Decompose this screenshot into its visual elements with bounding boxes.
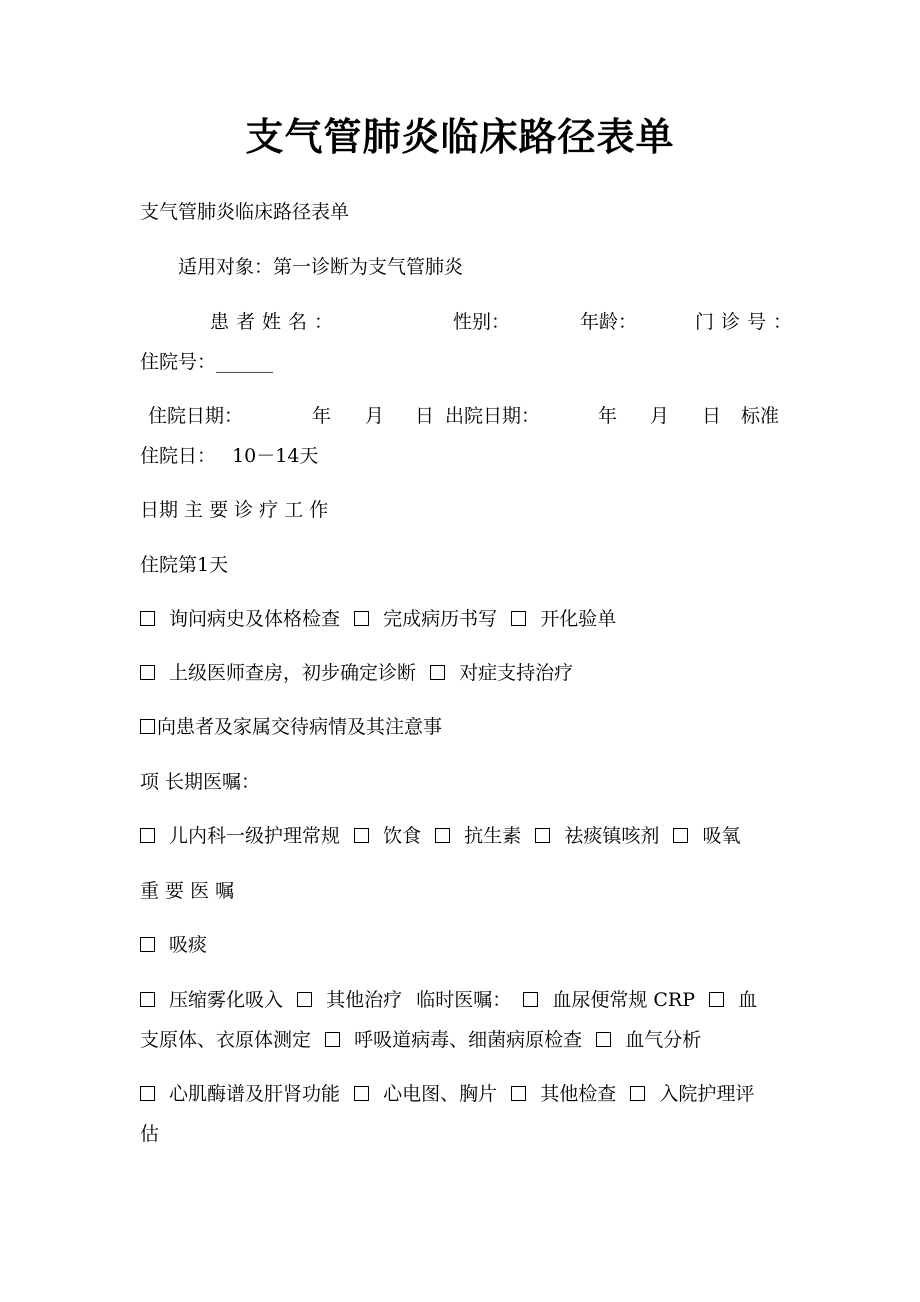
day1-label: 住院第1天	[140, 554, 229, 576]
checkbox-icon[interactable]	[535, 828, 550, 843]
stay-label: 住院日：	[140, 445, 217, 467]
suction-line	[140, 925, 790, 965]
patient-name-label: 患者姓名：	[210, 311, 341, 333]
work-items-line-1	[140, 599, 790, 639]
order-other-treatment: 其他治疗	[326, 989, 403, 1011]
checkbox-icon[interactable]	[140, 828, 155, 843]
checkbox-icon[interactable]	[430, 665, 445, 680]
patient-age-label: 年龄：	[580, 311, 638, 333]
work-item-record: 完成病历书写	[383, 608, 498, 630]
suction-item: 吸痰	[169, 934, 208, 956]
checkbox-icon[interactable]	[325, 1032, 340, 1047]
order-blood-gas: 血气分析	[625, 1029, 702, 1051]
long-order-nursing: 儿内科一级护理常规	[169, 825, 341, 847]
order-blood-start: 血	[738, 989, 758, 1011]
order-enzymes: 心肌酶谱及肝肾功能	[169, 1083, 341, 1105]
long-order-diet: 饮食	[383, 825, 422, 847]
mixed-orders-line-1b	[140, 1020, 790, 1060]
work-item-history: 询问病史及体格检查	[169, 608, 341, 630]
work-items-line-2	[140, 653, 790, 693]
admit-month: 月	[365, 405, 385, 427]
checkbox-icon[interactable]	[140, 611, 155, 626]
mixed-orders-line-2b	[140, 1114, 790, 1154]
admit-date-label: 住院日期：	[148, 405, 244, 427]
mixed-orders-line-1	[140, 980, 790, 1020]
document-subtitle: 支气管肺炎临床路径表单	[140, 201, 350, 223]
discharge-month: 月	[650, 405, 670, 427]
checkbox-icon[interactable]	[140, 665, 155, 680]
standard-label: 标准	[741, 405, 780, 427]
order-pathogen: 呼吸道病毒、细菌病原检查	[354, 1029, 583, 1051]
checkbox-icon[interactable]	[523, 992, 538, 1007]
discharge-day: 日	[702, 405, 722, 427]
checkbox-icon[interactable]	[140, 719, 155, 734]
checkbox-icon[interactable]	[140, 937, 155, 952]
discharge-date-label: 出院日期：	[445, 405, 541, 427]
order-nursing-assess-cont: 估	[140, 1123, 160, 1145]
long-order-expectorant: 祛痰镇咳剂	[564, 825, 660, 847]
checkbox-icon[interactable]	[435, 828, 450, 843]
order-routine-crp: 血尿便常规 CRP	[552, 989, 695, 1011]
orders-header: 项 长期医嘱：	[140, 771, 261, 793]
patient-sex-label: 性别：	[453, 311, 511, 333]
checkbox-icon[interactable]	[297, 992, 312, 1007]
work-items-line-3	[140, 707, 790, 747]
stay-value: 10－14天	[232, 445, 319, 467]
inpatient-number-blank: ______	[216, 351, 274, 373]
long-order-oxygen: 吸氧	[702, 825, 741, 847]
stay-line	[140, 436, 790, 476]
order-mycoplasma: 支原体、衣原体测定	[140, 1029, 312, 1051]
checkbox-icon[interactable]	[354, 1086, 369, 1101]
admit-year: 年	[312, 405, 332, 427]
long-orders-line	[140, 816, 790, 856]
work-item-lab: 开化验单	[540, 608, 617, 630]
mixed-orders-line-2	[140, 1074, 790, 1114]
checkbox-icon[interactable]	[511, 1086, 526, 1101]
order-nursing-assess-start: 入院护理评	[659, 1083, 755, 1105]
work-item-inform: 向患者及家属交待病情及其注意事	[157, 716, 443, 738]
checkbox-icon[interactable]	[511, 611, 526, 626]
order-ecg-xray: 心电图、胸片	[383, 1083, 498, 1105]
admit-day: 日	[415, 405, 435, 427]
checkbox-icon[interactable]	[673, 828, 688, 843]
long-order-antibiotic: 抗生素	[464, 825, 522, 847]
work-item-rounds: 上级医师查房，初步确定诊断	[169, 662, 417, 684]
important-orders: 重 要 医 嘱	[140, 880, 235, 902]
checkbox-icon[interactable]	[354, 828, 369, 843]
order-other-exam: 其他检查	[540, 1083, 617, 1105]
checkbox-icon[interactable]	[140, 992, 155, 1007]
temp-orders-label: 临时医嘱：	[416, 989, 512, 1011]
checkbox-icon[interactable]	[596, 1032, 611, 1047]
inpatient-number-line	[140, 342, 790, 382]
checkbox-icon[interactable]	[354, 611, 369, 626]
checkbox-icon[interactable]	[140, 1086, 155, 1101]
inpatient-number-label: 住院号：	[140, 351, 217, 373]
work-item-support: 对症支持治疗	[459, 662, 574, 684]
discharge-year: 年	[598, 405, 618, 427]
header-row: 日期 主 要 诊 疗 工 作	[140, 499, 329, 521]
checkbox-icon[interactable]	[630, 1086, 645, 1101]
outpatient-number-label: 门诊号：	[695, 311, 800, 333]
applicable-object: 适用对象：第一诊断为支气管肺炎	[178, 256, 464, 278]
checkbox-icon[interactable]	[709, 992, 724, 1007]
order-nebulization: 压缩雾化吸入	[169, 989, 284, 1011]
document-title: 支气管肺炎临床路径表单	[245, 114, 675, 159]
